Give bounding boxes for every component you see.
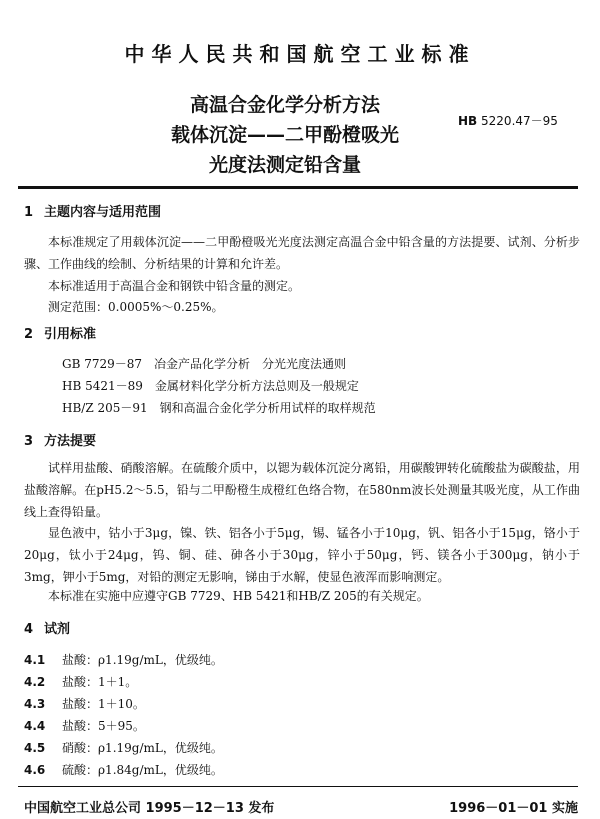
doc-title-line-2: 载体沉淀——二甲酚橙吸光 xyxy=(170,124,399,146)
bottom-divider xyxy=(18,786,578,787)
section-title: 方法提要 xyxy=(44,434,97,449)
reagent-number: 4.3 xyxy=(24,697,46,711)
reagent-item xyxy=(24,717,145,734)
reference-item: HB/Z 205－91 钢和高温合金化学分析用试样的取样规范 xyxy=(62,401,376,415)
section-number: 3 xyxy=(24,434,34,449)
section-title: 试剂 xyxy=(44,622,71,637)
reagent-text: 盐酸：1＋1。 xyxy=(62,675,138,689)
section-1-paragraph: 本标准规定了用载体沉淀——二甲酚橙吸光光度法测定高温合金中铅含量的方法提要、试剂、分析步骤、工作曲线的绘制、分析结果的计算和允许差。 xyxy=(24,235,580,271)
reagent-text: 盐酸：ρ1.19g/mL，优级纯。 xyxy=(62,653,223,667)
section-1-heading xyxy=(24,201,161,220)
standard-code: 5220.47－95 xyxy=(481,114,558,128)
reagent-item xyxy=(24,651,223,668)
section-1-range-line: 测定范围：0.0005%～0.25%。 xyxy=(48,300,224,314)
reagent-item xyxy=(24,695,145,712)
reagent-number: 4.2 xyxy=(24,675,46,689)
issue-date: 中国航空工业总公司 1995－12－13 发布 xyxy=(24,801,275,816)
reference-item: HB 5421－89 金属材料化学分析方法总则及一般规定 xyxy=(62,379,359,393)
reagent-text: 硫酸：ρ1.84g/mL，优级纯。 xyxy=(62,763,223,777)
reagent-number: 4.1 xyxy=(24,653,46,667)
section-number: 1 xyxy=(24,205,34,220)
doc-title-line-1: 高温合金化学分析方法 xyxy=(189,94,380,116)
effective-date: 1996－01－01 实施 xyxy=(449,801,578,816)
section-3-paragraph-1: 试样用盐酸、硝酸溶解。在硫酸介质中，以锶为载体沉淀分离铅，用碳酸钾转化硫酸盐为碳酸盐，用盐酸溶解。在pH5.2～5.5，铅与二甲酚橙生成橙红色络合物，在580nm波长处测量其吸光度，从工作曲线上查得铅量。 xyxy=(24,461,580,519)
section-1-scope-line: 本标准适用于高温合金和钢铁中铅含量的测定。 xyxy=(48,279,301,293)
section-3-heading xyxy=(24,430,96,449)
reagent-item xyxy=(24,739,223,756)
reagent-text: 盐酸：5＋95。 xyxy=(62,719,145,733)
reagent-item xyxy=(24,673,137,690)
reagent-item xyxy=(24,761,223,778)
reagent-text: 硝酸：ρ1.19g/mL，优级纯。 xyxy=(62,741,223,755)
section-3-paragraph-2: 显色液中，钴小于3μg，镍、铁、铝各小于5μg，锡、锰各小于10μg，钒、铝各小于15μg，铬小于20μg，钛小于24μg，钨、铜、硅、砷各小于30μg，锌小于50μg，钙、镁各小于300μg，钠小于3mg，钾小于5mg，对铅的测定无影响，锑由于水解，使显色液浑而影响测定。 xyxy=(24,526,580,584)
top-divider xyxy=(18,186,578,189)
section-title: 引用标准 xyxy=(44,327,97,342)
section-number: 2 xyxy=(24,327,34,342)
reagent-number: 4.6 xyxy=(24,763,46,777)
section-2-heading xyxy=(24,323,96,342)
section-number: 4 xyxy=(24,622,34,637)
section-title: 主题内容与适用范围 xyxy=(44,205,162,220)
standard-prefix: HB xyxy=(458,114,478,128)
reference-item: GB 7729－87 冶金产品化学分析 分光光度法通则 xyxy=(62,357,347,371)
doc-title-line-3: 光度法测定铅含量 xyxy=(208,154,361,176)
standard-number xyxy=(458,112,558,129)
reagent-text: 盐酸：1＋10。 xyxy=(62,697,145,711)
reagent-number: 4.4 xyxy=(24,719,46,733)
reagent-number: 4.5 xyxy=(24,741,46,755)
section-4-heading xyxy=(24,618,70,637)
section-3-paragraph-3: 本标准在实施中应遵守GB 7729、HB 5421和HB/Z 205的有关规定。 xyxy=(48,589,429,603)
standard-header: 中华人民共和国航空工业标准 xyxy=(124,42,476,66)
